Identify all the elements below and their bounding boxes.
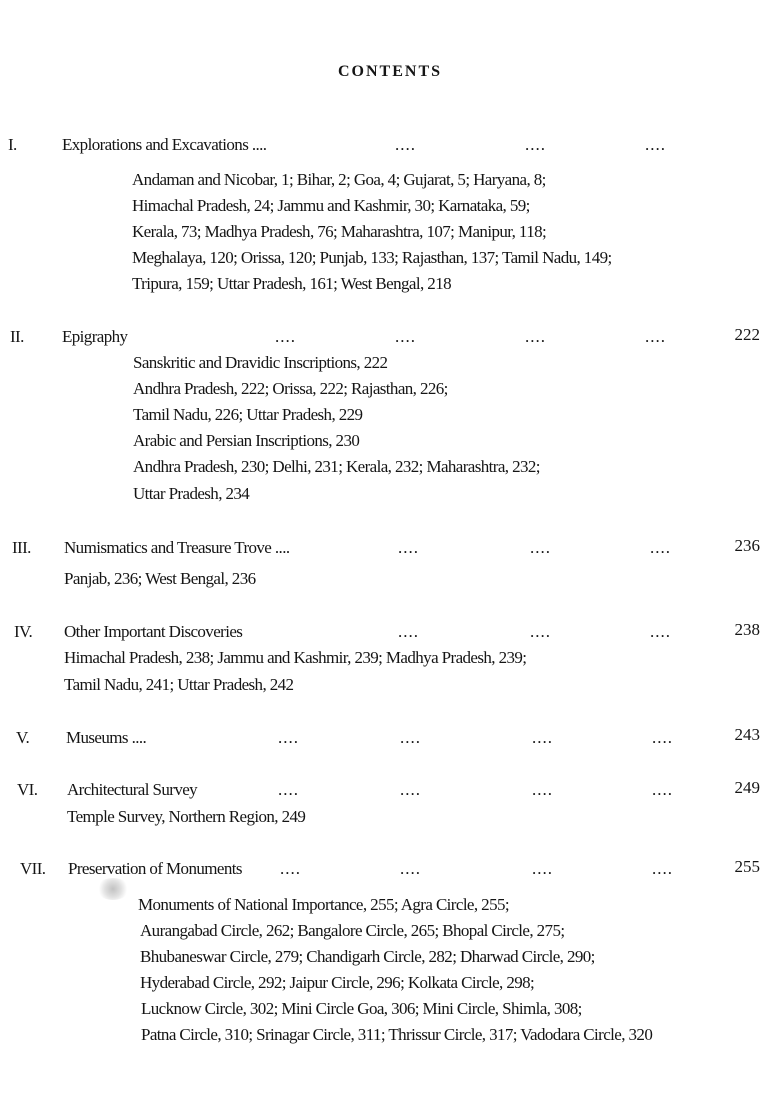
- section-title[interactable]: Preservation of Monuments: [68, 859, 242, 878]
- leader-dots: ....: [650, 538, 671, 557]
- leader-dots: ....: [395, 327, 416, 346]
- page-number: 243: [734, 725, 760, 744]
- section-title[interactable]: Epigraphy: [62, 327, 128, 346]
- leader-dots: ....: [525, 135, 546, 154]
- entry-line: Panjab, 236; West Bengal, 236: [64, 569, 256, 588]
- leader-dots: ....: [280, 859, 301, 878]
- section-title[interactable]: Numismatics and Treasure Trove ....: [64, 538, 290, 557]
- entry-line: Tamil Nadu, 241; Uttar Pradesh, 242: [64, 675, 294, 694]
- leader-dots: ....: [645, 327, 666, 346]
- section-numeral: VI.: [17, 780, 38, 799]
- leader-dots: ....: [400, 859, 421, 878]
- leader-dots: ....: [532, 859, 553, 878]
- entry-line: Tripura, 159; Uttar Pradesh, 161; West Bengal, 218: [132, 274, 451, 293]
- entry-line: Arabic and Persian Inscriptions, 230: [133, 431, 360, 450]
- leader-dots: ....: [530, 622, 551, 641]
- scan-smudge: [96, 878, 130, 900]
- page-title: CONTENTS: [337, 63, 443, 80]
- entry-line: Uttar Pradesh, 234: [133, 484, 250, 503]
- section-title[interactable]: Architectural Survey: [67, 780, 198, 799]
- entry-line: Hyderabad Circle, 292; Jaipur Circle, 296; Kolkata Circle, 298;: [140, 973, 535, 992]
- entry-line: Lucknow Circle, 302; Mini Circle Goa, 306; Mini Circle, Shimla, 308;: [141, 999, 582, 1018]
- entry-line: Andhra Pradesh, 230; Delhi, 231; Kerala, 232; Maharashtra, 232;: [133, 457, 540, 476]
- leader-dots: ....: [275, 327, 296, 346]
- leader-dots: ....: [532, 780, 553, 799]
- leader-dots: ....: [645, 135, 666, 154]
- section-numeral: IV.: [14, 622, 33, 641]
- leader-dots: ....: [398, 622, 419, 641]
- entry-line: Temple Survey, Northern Region, 249: [67, 807, 306, 826]
- leader-dots: ....: [652, 728, 673, 747]
- leader-dots: ....: [400, 780, 421, 799]
- page-number: 238: [734, 620, 760, 639]
- leader-dots: ....: [652, 780, 673, 799]
- entry-line: Meghalaya, 120; Orissa, 120; Punjab, 133; Rajasthan, 137; Tamil Nadu, 149;: [132, 248, 612, 267]
- page-number: 249: [734, 778, 760, 797]
- entry-line: Sanskritic and Dravidic Inscriptions, 222: [133, 353, 388, 372]
- page-number: 222: [734, 325, 760, 344]
- entry-line: Andaman and Nicobar, 1; Bihar, 2; Goa, 4; Gujarat, 5; Haryana, 8;: [132, 170, 546, 189]
- section-numeral: III.: [12, 538, 31, 557]
- leader-dots: ....: [652, 859, 673, 878]
- leader-dots: ....: [525, 327, 546, 346]
- leader-dots: ....: [398, 538, 419, 557]
- entry-line: Patna Circle, 310; Srinagar Circle, 311; Thrissur Circle, 317; Vadodara Circle, 320: [141, 1025, 653, 1044]
- entry-line: Tamil Nadu, 226; Uttar Pradesh, 229: [133, 405, 363, 424]
- section-numeral: VII.: [20, 859, 46, 878]
- section-title[interactable]: Explorations and Excavations ....: [62, 135, 267, 154]
- page-number: 236: [734, 536, 760, 555]
- entry-line: Himachal Pradesh, 24; Jammu and Kashmir, 30; Karnataka, 59;: [132, 196, 530, 215]
- entry-line: Kerala, 73; Madhya Pradesh, 76; Maharashtra, 107; Manipur, 118;: [132, 222, 547, 241]
- entry-line: Aurangabad Circle, 262; Bangalore Circle, 265; Bhopal Circle, 275;: [140, 921, 565, 940]
- entry-line: Bhubaneswar Circle, 279; Chandigarh Circle, 282; Dharwad Circle, 290;: [140, 947, 595, 966]
- section-title[interactable]: Museums ....: [66, 728, 147, 747]
- leader-dots: ....: [278, 728, 299, 747]
- entry-line: Himachal Pradesh, 238; Jammu and Kashmir, 239; Madhya Pradesh, 239;: [64, 648, 527, 667]
- section-numeral: V.: [16, 728, 30, 747]
- leader-dots: ....: [530, 538, 551, 557]
- section-numeral: I.: [8, 135, 17, 154]
- leader-dots: ....: [532, 728, 553, 747]
- leader-dots: ....: [650, 622, 671, 641]
- leader-dots: ....: [395, 135, 416, 154]
- leader-dots: ....: [278, 780, 299, 799]
- section-numeral: II.: [10, 327, 24, 346]
- section-title[interactable]: Other Important Discoveries: [64, 622, 243, 641]
- leader-dots: ....: [400, 728, 421, 747]
- entry-line: Monuments of National Importance, 255; Agra Circle, 255;: [138, 895, 510, 914]
- entry-line: Andhra Pradesh, 222; Orissa, 222; Rajasthan, 226;: [133, 379, 448, 398]
- page-number: 255: [734, 857, 760, 876]
